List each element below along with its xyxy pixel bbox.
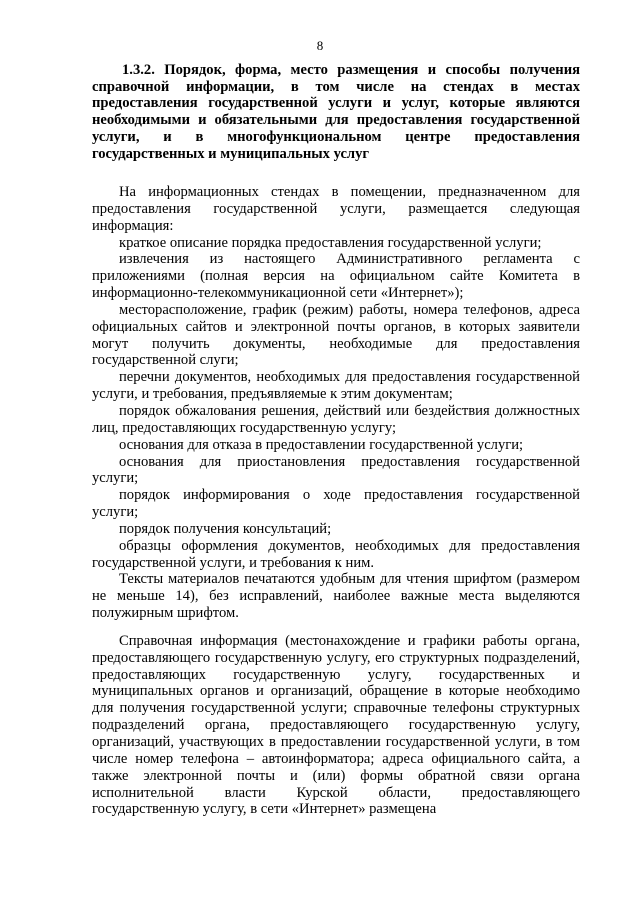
body-paragraph: Справочная информация (местонахождение и графики работы органа, предоставляющего государственную услугу, его структурных подразделений, предоставляющих государственную услугу, государственных и муниципальных органов и организаций, обращение в которые необходимо для получения государственной услуги; справочные телефоны структурных подразделений органа, предоставляющего государственную услугу, организаций, участвующих в предоставлении государственной услуги, в том числе номер телефона – автоинформатора; адреса официального сайта, а также электронной почты и (или) формы обратной связи органа исполнительной власти Курской области, предоставляющего государственную услугу, в сети «Интернет» размещена bbox=[92, 632, 580, 818]
list-item: извлечения из настоящего Административного регламента с приложениями (полная версия на официальном сайте Комитета в информационно-телекоммуникационной сети «Интернет»); bbox=[92, 251, 580, 302]
body-paragraph: Тексты материалов печатаются удобным для чтения шрифтом (размером не меньше 14), без исправлений, наиболее важные места выделяются полужирным шрифтом. bbox=[92, 571, 580, 622]
section-heading-text: 1.3.2. Порядок, форма, место размещения и способы получения справочной информации, в том числе на стендах в местах предоставления государственной услуги и услуг, которые являются необходимыми и обязательными для предоставления государственной услуги, и в многофункциональном центре предоставления государственных и муниципальных услуг bbox=[92, 62, 580, 162]
list-item: месторасположение, график (режим) работы, номера телефонов, адреса официальных сайтов и электронной почты органов, в которых заявители могут получить документы, необходимые для предоставления государственной слуги; bbox=[92, 301, 580, 369]
body-paragraph: На информационных стендах в помещении, предназначенном для предоставления государственной услуги, размещается следующая информация: bbox=[92, 184, 580, 234]
document-body bbox=[92, 184, 580, 818]
list-item: порядок получения консультаций; bbox=[119, 520, 332, 537]
list-item: порядок информирования о ходе предоставления государственной услуги; bbox=[92, 487, 580, 521]
list-item: основания для приостановления предоставления государственной услуги; bbox=[92, 453, 580, 487]
list-item: перечни документов, необходимых для предоставления государственной услуги, и требования, предъявляемые к этим документам; bbox=[92, 369, 580, 403]
section-heading bbox=[92, 62, 580, 162]
list-item: порядок обжалования решения, действий или бездействия должностных лиц, предоставляющих государственную услугу; bbox=[92, 402, 580, 436]
page-number: 8 bbox=[316, 38, 324, 53]
list-item: основания для отказа в предоставлении государственной услуги; bbox=[119, 436, 524, 453]
list-item: краткое описание порядка предоставления государственной услуги; bbox=[119, 234, 542, 251]
list-item: образцы оформления документов, необходимых для предоставления государственной услуги, и требования к ним. bbox=[92, 537, 580, 571]
